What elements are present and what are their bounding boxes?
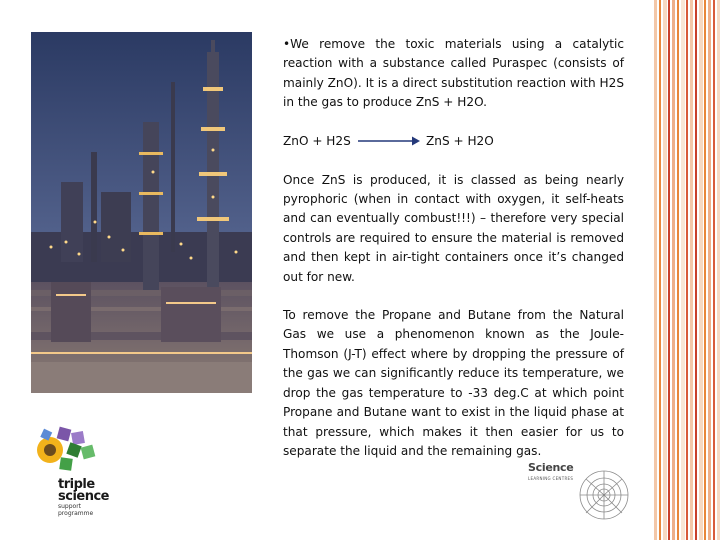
logo-text-support: support — [58, 503, 82, 510]
triple-science-emblem-icon — [28, 420, 118, 480]
equation-reactants: ZnO + H2S — [283, 133, 351, 148]
equation-products: ZnS + H2O — [426, 133, 494, 148]
triple-science-logo — [28, 420, 118, 520]
decorative-stripes — [654, 0, 720, 540]
logo-text-science: Science — [528, 461, 574, 474]
slide-body-text — [283, 35, 624, 461]
paragraph-pyrophoric-zns: Once ZnS is produced, it is classed as being nearly pyrophoric (when in contact with oxygen, it self-heats and can eventually combust!!!) – therefore very special controls are required to ensure the material is removed and then kept in air-tight containers once it’s changed out for new. — [283, 172, 624, 284]
paragraph-joule-thomson: To remove the Propane and Butane from the Natural Gas we use a phenomenon known as the Joule-Thomson (J-T) effect where by dropping the pressure of the gas we can significantly reduce its temperature, we drop the gas temperature to -33 deg.C at which point Propane and Butane want to exist in the liquid phase at that pressure, which makes it then easier for us to separate the liquid and the remaining gas. — [283, 308, 624, 458]
logo-text-science: science — [58, 489, 109, 504]
paragraph-catalytic-reaction: •We remove the toxic materials using a catalytic reaction with a substance called Puraspec (consists of mainly ZnO). It is a direct substitution reaction with H2S in the gas to produce ZnS + H2O. — [283, 37, 624, 110]
science-learning-centres-logo — [524, 455, 639, 535]
refinery-night-photo — [31, 32, 252, 393]
logo-text-programme: programme — [58, 510, 94, 517]
logo-text-learning-centres: LEARNING CENTRES — [528, 476, 574, 481]
chemical-equation — [283, 132, 624, 152]
reaction-arrow-icon — [358, 135, 420, 147]
logo-text-triple: triple — [58, 477, 95, 492]
